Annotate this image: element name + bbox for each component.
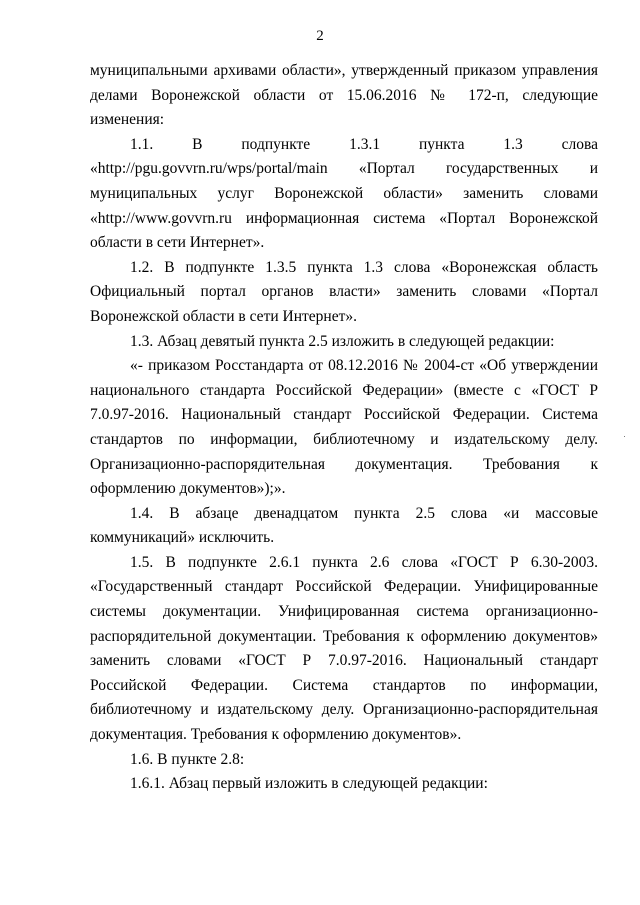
paragraph-item-1-3-quote: «- приказом Росстандарта от 08.12.2016 № 2004-ст «Об утверждении национального стандарта Российской Федерации» (вместе с «ГОСТ Р 7.0.97-2016. Национальный стандарт Российской Федерации. Система стандартов по информации, библиотечному и издательскому делу. Организационно-распорядительная документация. Требования к оформлению документов»);». [90,357,598,498]
paragraph-item-1-6-1: 1.6.1. Абзац первый изложить в следующей редакции: [130,775,488,793]
paragraph-item-1-5: 1.5. В подпункте 2.6.1 пункта 2.6 слова «ГОСТ Р 6.30-2003. «Государственный стандарт Российской Федерации. Унифицированные системы документации. Унифицированная система организационно-распорядительной документации. Требования к оформлению документов» заменить словами «ГОСТ Р 7.0.97-2016. Национальный стандарт Российской Федерации. Система стандартов по информации, библиотечному и издательскому делу. Организационно-распорядительная документация. Требования к оформлению документов». [90,553,598,744]
paragraph-continuation: муниципальными архивами области», утвержденный приказом управления делами Воронежской области от 15.06.2016 № 172-п, следующие изменения: [90,62,598,129]
paragraph-item-1-1: 1.1. В подпункте 1.3.1 пункта 1.3 слова «http://pgu.govvrn.ru/wps/portal/main «Портал государственных и муниципальных услуг Воронежской области» заменить словами «http://www.govvrn.ru информационная система «Портал Воронежской области в сети Интернет». [90,135,598,252]
paragraph-item-1-6: 1.6. В пункте 2.8: [130,750,245,768]
paragraph-item-1-2: 1.2. В подпункте 1.3.5 пункта 1.3 слова «Воронежская область Официальный портал органов власти» заменить словами «Портал Воронежской области в сети Интернет». [90,258,598,325]
scan-speck [624,436,625,437]
page-number: 2 [316,28,324,44]
document-body [90,59,598,797]
paragraph-item-1-3: 1.3. Абзац девятый пункта 2.5 изложить в следующей редакции: [130,332,555,350]
paragraph-item-1-4: 1.4. В абзаце двенадцатом пункта 2.5 слова «и массовые коммуникаций» исключить. [90,504,598,547]
